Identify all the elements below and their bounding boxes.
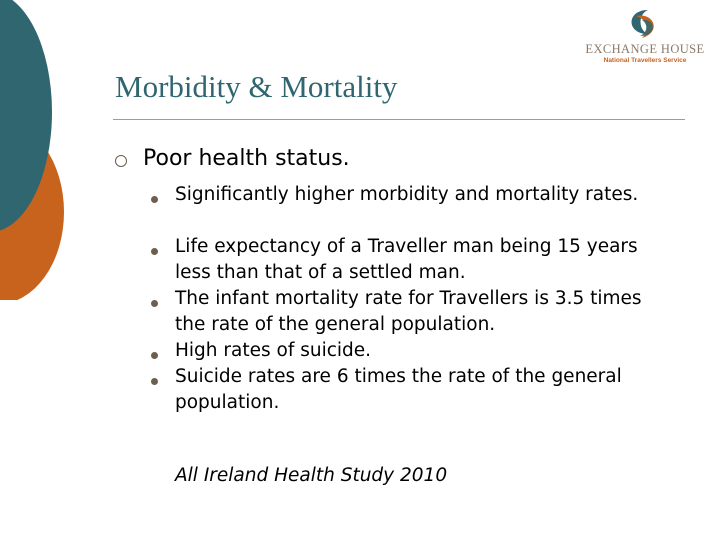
- logo-tagline: National Travellers Service: [603, 57, 687, 64]
- logo-swirl-icon: [572, 6, 712, 42]
- citation: All Ireland Health Study 2010: [175, 465, 448, 486]
- bullet-dot-icon: [151, 300, 158, 307]
- decorative-shapes: [0, 0, 80, 300]
- main-point: Poor health status.: [143, 146, 350, 171]
- hollow-circle-bullet-icon: [115, 155, 127, 167]
- bullet-dot-icon: [151, 196, 158, 203]
- sub-point-5: Suicide rates are 6 times the rate of the general population.: [175, 366, 622, 413]
- bullet-dot-icon: [151, 378, 158, 385]
- sub-point-1: Significantly higher morbidity and mortality rates.: [175, 184, 639, 205]
- slide-title: Morbidity & Mortality: [115, 69, 398, 104]
- logo-name: EXCHANGE HOUSE: [585, 42, 705, 56]
- sub-point-4: High rates of suicide.: [175, 340, 372, 361]
- sub-point-2: Life expectancy of a Traveller man being 15 years less than that of a settled man.: [175, 236, 638, 283]
- sub-point-3: The infant mortality rate for Travellers is 3.5 times the rate of the general population.: [175, 288, 642, 335]
- bullet-dot-icon: [151, 248, 158, 255]
- title-divider: [113, 119, 685, 120]
- bullet-dot-icon: [151, 352, 158, 359]
- exchange-house-logo: [572, 6, 712, 68]
